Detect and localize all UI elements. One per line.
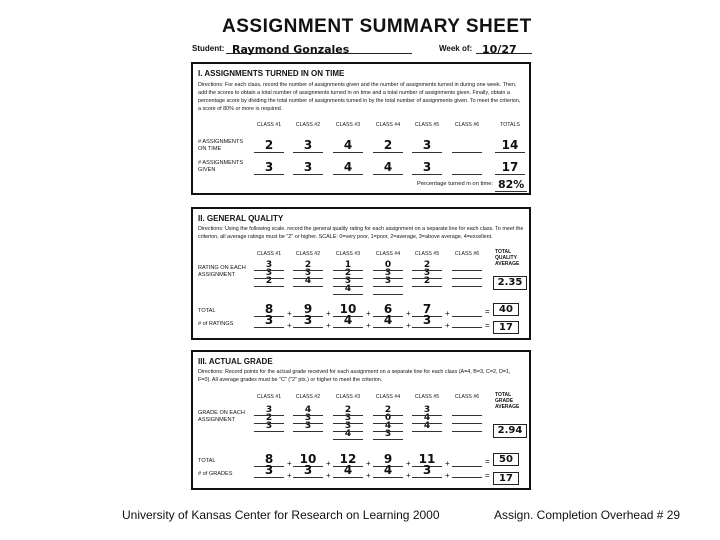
grade-value: 3 — [265, 405, 273, 415]
section-assignments-on-time — [191, 62, 531, 195]
entry-line — [452, 466, 482, 467]
grade-value: 2 — [384, 405, 392, 415]
week-field — [476, 40, 532, 54]
student-name: Raymond Gonzales — [232, 43, 350, 56]
entry-line — [452, 327, 482, 328]
plus-sign: + — [287, 309, 292, 318]
total-header: TOTAL GRADE AVERAGE — [495, 392, 520, 410]
cell-value: 3 — [264, 160, 274, 174]
count-value: 4 — [383, 313, 393, 327]
count-value: 3 — [264, 313, 274, 327]
total-value: 17 — [501, 160, 519, 174]
row-label: RATING ON EACH ASSIGNMENT — [198, 265, 246, 278]
count-value: 3 — [303, 463, 313, 477]
total-sum-box: 50 — [493, 453, 519, 466]
row-label: # ASSIGNMENTS GIVEN — [198, 160, 244, 173]
count-sum-box: 17 — [493, 472, 519, 485]
entry-line — [254, 152, 284, 153]
section-directions: Directions: Record points for the actual grade received for each assignment on a separate line for each class (A=4, B=3, C=2, D=1, F=0). All average grades must be "C" ("2" pts.) or higher to meet the criterion. — [198, 369, 511, 383]
total-value: 6 — [383, 302, 393, 316]
entry-line — [412, 174, 442, 175]
entry-line — [452, 174, 482, 175]
entry-line — [333, 152, 363, 153]
week-value: 10/27 — [482, 43, 517, 56]
entry-line — [293, 477, 323, 478]
entry-line — [373, 415, 403, 416]
entry-line — [333, 431, 363, 432]
count-label: # of RATINGS — [198, 321, 234, 327]
section-directions: Directions: For each class, record the number of assignments given and the number of assignments turned in during one week. Then, add the scores to obtain a total number of assignments turned in on time and a total number of assignments given. Finally, obtain a percentage score by dividing the total number of assignments turned in by the total number of assignments given. To meet the criterion, a score of 80% or more is required. — [198, 82, 521, 112]
entry-line — [333, 294, 363, 295]
count-label: # of GRADES — [198, 471, 233, 477]
total-label: TOTAL — [198, 308, 216, 314]
entry-line — [254, 327, 284, 328]
week-label: Week of: — [439, 44, 473, 53]
total-value: 9 — [383, 452, 393, 466]
entry-line — [373, 278, 403, 279]
entry-line — [254, 270, 284, 271]
grade-value: 4 — [423, 421, 431, 431]
grade-value: 3 — [344, 413, 352, 423]
section-actual-grade — [191, 350, 531, 490]
plus-sign: + — [366, 309, 371, 318]
entry-line — [373, 327, 403, 328]
cell-value: 3 — [303, 138, 313, 152]
count-value: 4 — [343, 313, 353, 327]
grade-value: 3 — [304, 421, 312, 431]
class-header: CLASS #5 — [414, 122, 440, 128]
entry-line — [412, 278, 442, 279]
rating-value: 3 — [265, 268, 273, 278]
rating-value: 3 — [384, 268, 392, 278]
entry-line — [452, 423, 482, 424]
plus-sign: + — [326, 321, 331, 330]
count-value: 4 — [343, 463, 353, 477]
total-value: 10 — [339, 302, 357, 316]
class-header: CLASS #4 — [375, 394, 401, 400]
cell-value: 3 — [303, 160, 313, 174]
class-header: CLASS #4 — [375, 251, 401, 257]
total-header: TOTAL QUALITY AVERAGE — [495, 249, 520, 267]
page-title: ASSIGNMENT SUMMARY SHEET — [222, 16, 532, 37]
section-directions: Directions: Using the following scale, record the general quality rating for each assignment on a separate line for each class. To meet the criterion, all average ratings must be "2" or higher. SCALE: 0=very poor, 1=poor, 2=average, 3=above average, 4=excellent. — [198, 226, 524, 240]
count-value: 3 — [422, 463, 432, 477]
entry-line — [452, 270, 482, 271]
entry-line — [333, 415, 363, 416]
section-general-quality — [191, 207, 531, 340]
footer-credit: University of Kansas Center for Research on Learning 2000 — [122, 508, 440, 522]
plus-sign: + — [406, 309, 411, 318]
entry-line — [293, 278, 323, 279]
class-header: CLASS #3 — [335, 122, 361, 128]
total-value: 10 — [299, 452, 317, 466]
plus-sign: + — [406, 321, 411, 330]
student-label: Student: — [192, 44, 225, 53]
plus-sign: + — [326, 309, 331, 318]
entry-line — [412, 431, 442, 432]
grade-value: 4 — [384, 421, 392, 431]
rating-value: 1 — [344, 260, 352, 270]
grade-value: 4 — [344, 429, 352, 439]
class-header: CLASS #1 — [256, 122, 282, 128]
rating-value: 3 — [423, 268, 431, 278]
total-value: 14 — [501, 138, 519, 152]
entry-line — [495, 152, 525, 153]
entry-line — [373, 286, 403, 287]
rating-value: 0 — [384, 260, 392, 270]
entry-line — [412, 152, 442, 153]
average-box: 2.94 — [493, 424, 527, 438]
grade-value: 0 — [384, 413, 392, 423]
entry-line — [373, 431, 403, 432]
entry-line — [452, 477, 482, 478]
plus-sign: + — [445, 471, 450, 480]
rating-value: 2 — [423, 276, 431, 286]
rating-value: 2 — [423, 260, 431, 270]
entry-line — [333, 327, 363, 328]
average-box: 2.35 — [493, 276, 527, 290]
row-label: GRADE ON EACH ASSIGNMENT — [198, 410, 245, 423]
plus-sign: + — [445, 321, 450, 330]
class-header: CLASS #1 — [256, 394, 282, 400]
cell-value: 3 — [422, 138, 432, 152]
rating-value: 3 — [304, 268, 312, 278]
grade-value: 3 — [384, 429, 392, 439]
class-header: CLASS #6 — [454, 251, 480, 257]
equals-sign: = — [485, 307, 490, 316]
total-value: 12 — [339, 452, 357, 466]
class-header: CLASS #6 — [454, 122, 480, 128]
entry-line — [412, 270, 442, 271]
footer-overhead-number: Assign. Completion Overhead # 29 — [494, 508, 681, 522]
class-header: CLASS #2 — [295, 251, 321, 257]
totals-header: TOTALS — [500, 122, 520, 128]
entry-line — [452, 152, 482, 153]
entry-line — [452, 316, 482, 317]
entry-line — [373, 477, 403, 478]
entry-line — [293, 423, 323, 424]
section-title: III. ACTUAL GRADE — [198, 357, 273, 366]
class-header: CLASS #5 — [414, 394, 440, 400]
class-header: CLASS #3 — [335, 251, 361, 257]
plus-sign: + — [366, 459, 371, 468]
entry-line — [333, 174, 363, 175]
entry-line — [412, 327, 442, 328]
rating-value: 2 — [344, 268, 352, 278]
grade-value: 2 — [265, 413, 273, 423]
entry-line — [293, 431, 323, 432]
entry-line — [373, 152, 403, 153]
rating-value: 2 — [304, 260, 312, 270]
plus-sign: + — [366, 471, 371, 480]
count-value: 4 — [383, 463, 393, 477]
rating-value: 3 — [265, 260, 273, 270]
entry-line — [333, 286, 363, 287]
entry-line — [373, 423, 403, 424]
grade-value: 3 — [265, 421, 273, 431]
class-header: CLASS #3 — [335, 394, 361, 400]
cell-value: 4 — [343, 138, 353, 152]
class-header: CLASS #4 — [375, 122, 401, 128]
plus-sign: + — [445, 459, 450, 468]
entry-line — [254, 286, 284, 287]
entry-line — [293, 174, 323, 175]
cell-value: 2 — [264, 138, 274, 152]
plus-sign: + — [326, 459, 331, 468]
plus-sign: + — [406, 459, 411, 468]
cell-value: 4 — [383, 160, 393, 174]
plus-sign: + — [287, 471, 292, 480]
entry-line — [412, 286, 442, 287]
entry-line — [254, 477, 284, 478]
entry-line — [373, 294, 403, 295]
entry-line — [495, 174, 525, 175]
equals-sign: = — [485, 471, 490, 480]
class-header: CLASS #2 — [295, 122, 321, 128]
entry-line — [333, 270, 363, 271]
plus-sign: + — [445, 309, 450, 318]
class-header: CLASS #6 — [454, 394, 480, 400]
cell-value: 2 — [383, 138, 393, 152]
section-title: II. GENERAL QUALITY — [198, 214, 284, 223]
grade-value: 3 — [344, 421, 352, 431]
entry-line — [293, 286, 323, 287]
plus-sign: + — [326, 471, 331, 480]
entry-line — [293, 415, 323, 416]
entry-line — [412, 415, 442, 416]
entry-line — [293, 327, 323, 328]
entry-line — [412, 423, 442, 424]
plus-sign: + — [287, 459, 292, 468]
grade-value: 3 — [304, 413, 312, 423]
entry-line — [254, 278, 284, 279]
total-value: 8 — [264, 452, 274, 466]
entry-line — [254, 174, 284, 175]
entry-line — [412, 477, 442, 478]
cell-value: 4 — [343, 160, 353, 174]
plus-sign: + — [287, 321, 292, 330]
total-value: 8 — [264, 302, 274, 316]
total-label: TOTAL — [198, 458, 216, 464]
entry-line — [254, 415, 284, 416]
entry-line — [373, 439, 403, 440]
count-value: 3 — [422, 313, 432, 327]
entry-line — [333, 278, 363, 279]
class-header: CLASS #1 — [256, 251, 282, 257]
entry-line — [254, 431, 284, 432]
grade-value: 2 — [344, 405, 352, 415]
total-value: 7 — [422, 302, 432, 316]
count-sum-box: 17 — [493, 321, 519, 334]
entry-line — [495, 191, 527, 192]
entry-line — [254, 423, 284, 424]
entry-line — [452, 286, 482, 287]
class-header: CLASS #2 — [295, 394, 321, 400]
rating-value: 3 — [344, 276, 352, 286]
entry-line — [452, 278, 482, 279]
rating-value: 4 — [304, 276, 312, 286]
entry-line — [333, 439, 363, 440]
grade-value: 4 — [304, 405, 312, 415]
rating-value: 4 — [344, 284, 352, 294]
grade-value: 4 — [423, 413, 431, 423]
entry-line — [452, 415, 482, 416]
entry-line — [333, 477, 363, 478]
plus-sign: + — [366, 321, 371, 330]
entry-line — [373, 270, 403, 271]
plus-sign: + — [406, 471, 411, 480]
grade-value: 3 — [423, 405, 431, 415]
section-title: I. ASSIGNMENTS TURNED IN ON TIME — [198, 69, 345, 78]
percentage-label: Percentage turned in on time: — [417, 181, 494, 187]
entry-line — [452, 431, 482, 432]
rating-value: 3 — [384, 276, 392, 286]
total-sum-box: 40 — [493, 303, 519, 316]
count-value: 3 — [264, 463, 274, 477]
entry-line — [373, 174, 403, 175]
equals-sign: = — [485, 321, 490, 330]
entry-line — [293, 270, 323, 271]
percentage-value: 82% — [498, 178, 525, 191]
count-value: 3 — [303, 313, 313, 327]
rating-value: 2 — [265, 276, 273, 286]
total-value: 11 — [418, 452, 436, 466]
student-field — [226, 40, 412, 54]
class-header: CLASS #5 — [414, 251, 440, 257]
total-value: 9 — [303, 302, 313, 316]
cell-value: 3 — [422, 160, 432, 174]
row-label: # ASSIGNMENTS ON TIME — [198, 139, 244, 152]
equals-sign: = — [485, 457, 490, 466]
entry-line — [333, 423, 363, 424]
entry-line — [293, 152, 323, 153]
